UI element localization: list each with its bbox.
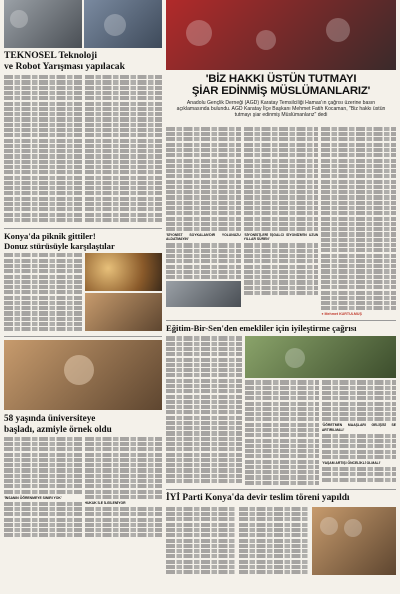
universite-body-col1	[4, 437, 82, 537]
piknik-headline-line2: Donuz stürüsüyle karşılaştılar	[4, 240, 115, 251]
article-universite	[4, 340, 162, 536]
agd-body-col2	[244, 127, 319, 317]
piknik-body-col1	[4, 253, 82, 333]
teknosel-photo-2	[84, 0, 162, 48]
universite-photo	[4, 340, 162, 410]
article-egitim-bir-sen	[166, 324, 396, 487]
teknosel-body-col1	[4, 75, 82, 225]
universite-subhead-2: HUKUK İLE İLGİLENİYOR	[84, 500, 126, 505]
agd-body-col1	[166, 127, 241, 317]
teknosel-body	[4, 75, 162, 225]
egitim-body-col2	[245, 380, 319, 486]
agd-inset-photo	[166, 281, 241, 307]
teknosel-headline-line1: TEKNOSEL Teknoloji	[4, 50, 98, 61]
article-piknik	[4, 232, 162, 333]
piknik-headline	[4, 232, 162, 251]
iyi-parti-photo	[312, 507, 396, 575]
piknik-photo-2	[85, 293, 163, 331]
egitim-body-col1	[166, 336, 242, 486]
universite-headline-line2: başladı, azmiyle örnek oldu	[4, 423, 112, 434]
divider	[4, 228, 162, 229]
left-column	[4, 0, 162, 594]
article-agd	[166, 0, 396, 317]
agd-subhead-2: 'SİYONİSTLERİ İŞGALCI SİYONİZM'İN UZUN YILLAR SÜREN'	[243, 233, 319, 242]
universite-headline	[4, 413, 162, 433]
divider	[166, 489, 396, 490]
egitim-photo	[245, 336, 396, 378]
divider	[166, 320, 396, 321]
universite-subhead-1: 'İNSANIN ÖĞRENMEYE SINIRI YOK'	[4, 495, 62, 500]
piknik-headline-line1: Konya'da piknik gittiler!	[4, 231, 96, 242]
egitim-subhead-1: 'ÖĞRETMEN MAAŞLARI GELİŞİSİ SE ARTIRILMALI'	[321, 423, 397, 432]
egitim-body-col3	[322, 380, 396, 486]
agd-body-col3	[321, 127, 396, 317]
egitim-headline: Eğitim-Bir-Sen'den emekliler için iyileştirme çağrısı	[166, 322, 357, 333]
agd-deck: Anadolu Gençlik Derneği (AGD) Karatay Temsilciliği Hamas'ın çağrısı üzerine basın açıklamasında bulundu. AGD Karatay İlçe Başkanı Mehmet Fatih Kocaman, "Biz hakkı üstün tutmayı şiar edinmiş Müslümanlarız" dedi	[176, 99, 386, 119]
article-teknosel	[4, 0, 162, 225]
piknik-photo-1	[85, 253, 163, 291]
teknosel-body-col2	[85, 75, 163, 225]
teknosel-photo-1	[4, 0, 82, 48]
agd-subhead-1: 'SİYONİST SOYKALAN'DIR YOLUNUZU ALDATMAYIN'	[166, 233, 241, 242]
agd-headline	[166, 73, 396, 98]
teknosel-headline	[4, 51, 162, 72]
agd-protest-photo	[166, 0, 396, 70]
universite-body-col2	[85, 437, 163, 537]
divider	[4, 336, 162, 337]
agd-headline-line2: ŞİAR EDİNMİŞ MÜSLÜMANLARIZ'	[191, 85, 371, 98]
agd-byline: ● Mehmet KURTULMUŞ	[321, 311, 362, 316]
teknosel-headline-line2: ve Robot Yarışması yapılacak	[4, 60, 125, 72]
iyi-parti-headline: İYİ Parti Konya'da devir teslim töreni yapıldı	[166, 493, 350, 504]
right-column	[166, 0, 396, 594]
agd-headline-line1: 'BİZ HAKKI ÜSTÜN TUTMAYI	[205, 73, 357, 85]
article-iyi-parti	[166, 493, 396, 574]
iyi-parti-body-col2	[239, 507, 309, 575]
universite-headline-line1: 58 yaşında üniversiteye	[4, 413, 96, 424]
egitim-subhead-2: 'YAŞAM ARTIŞI ÖNCELİKLİ OLMALI'	[321, 460, 381, 465]
iyi-parti-body-col1	[166, 507, 236, 575]
